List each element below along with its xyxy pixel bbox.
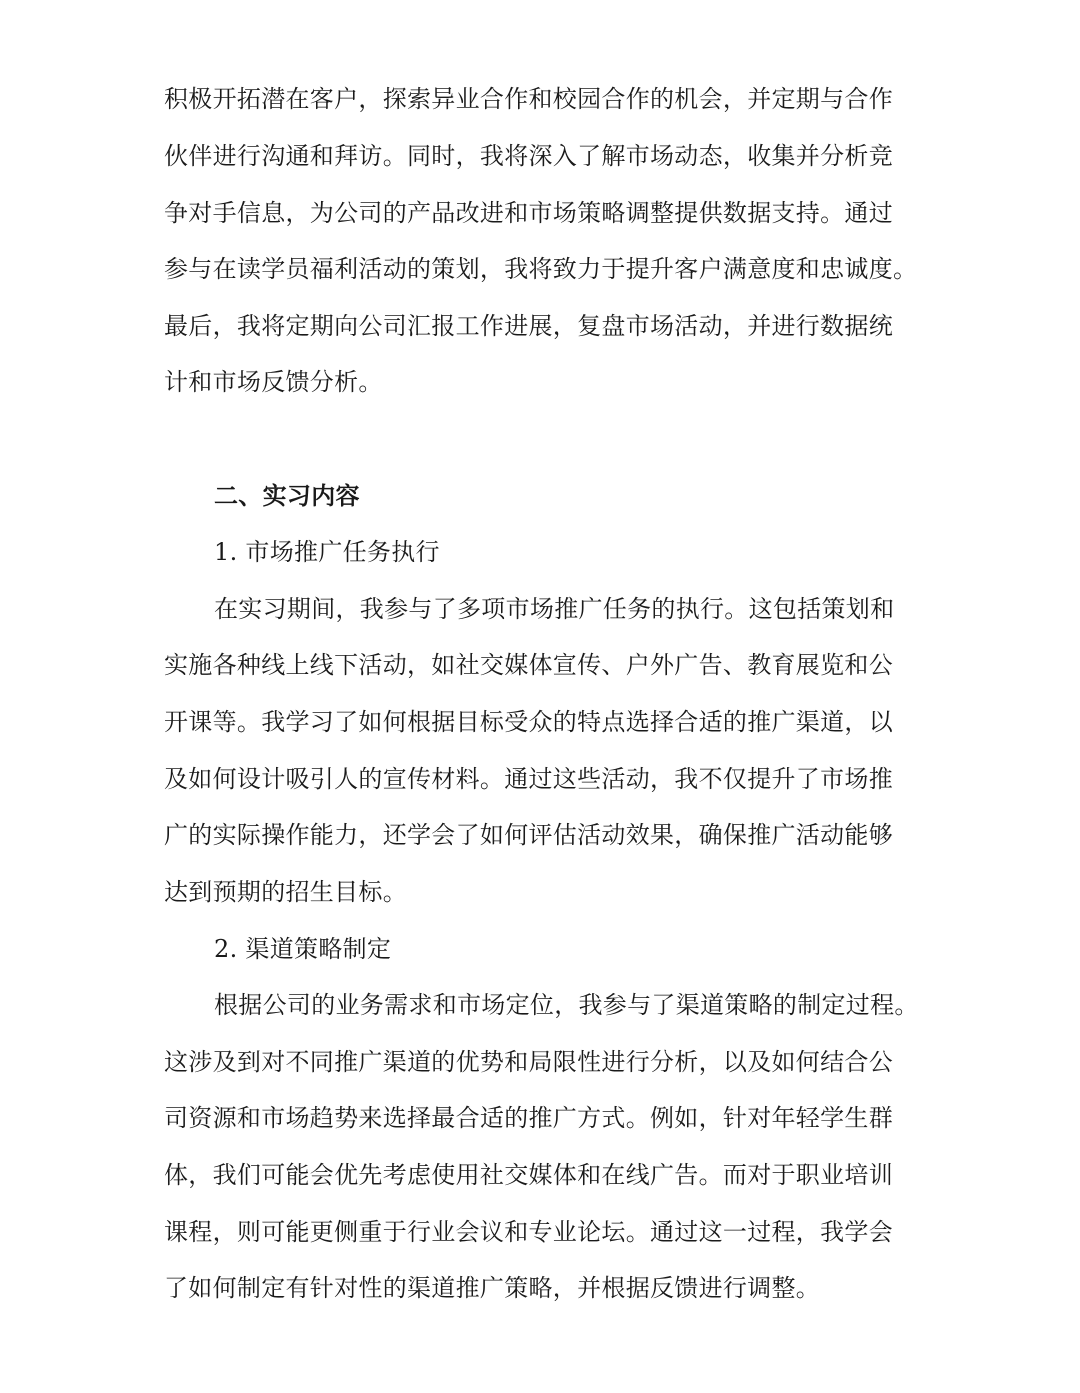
item1-line-5: 广的实际操作能力，还学会了如何评估活动效果，确保推广活动能够 bbox=[164, 821, 893, 849]
intro-line-4: 参与在读学员福利活动的策划，我将致力于提升客户满意度和忠诚度。 bbox=[164, 255, 918, 283]
item2-line-6: 了如何制定有针对性的渠道推广策略，并根据反馈进行调整。 bbox=[164, 1274, 821, 1302]
intro-line-2: 伙伴进行沟通和拜访。同时，我将深入了解市场动态，收集并分析竞 bbox=[164, 142, 893, 170]
item1-line-1: 在实习期间，我参与了多项市场推广任务的执行。这包括策划和 bbox=[214, 595, 895, 623]
intro-line-5: 最后，我将定期向公司汇报工作进展，复盘市场活动，并进行数据统 bbox=[164, 312, 893, 340]
item2-line-5: 课程，则可能更侧重于行业会议和专业论坛。通过这一过程，我学会 bbox=[164, 1218, 893, 1246]
item1-line-2: 实施各种线上线下活动，如社交媒体宣传、户外广告、教育展览和公 bbox=[164, 651, 893, 679]
intro-line-3: 争对手信息，为公司的产品改进和市场策略调整提供数据支持。通过 bbox=[164, 199, 893, 227]
intro-line-1: 积极开拓潜在客户，探索异业合作和校园合作的机会，并定期与合作 bbox=[164, 85, 893, 113]
item2-line-3: 司资源和市场趋势来选择最合适的推广方式。例如，针对年轻学生群 bbox=[164, 1104, 893, 1132]
item2-line-2: 这涉及到对不同推广渠道的优势和局限性进行分析，以及如何结合公 bbox=[164, 1048, 893, 1076]
section-heading: 二、实习内容 bbox=[214, 482, 360, 510]
item1-line-3: 开课等。我学习了如何根据目标受众的特点选择合适的推广渠道，以 bbox=[164, 708, 893, 736]
item2-line-1: 根据公司的业务需求和市场定位，我参与了渠道策略的制定过程。 bbox=[214, 991, 919, 1019]
intro-line-6: 计和市场反馈分析。 bbox=[164, 368, 383, 396]
item1-line-4: 及如何设计吸引人的宣传材料。通过这些活动，我不仅提升了市场推 bbox=[164, 765, 893, 793]
item1-title: 1. 市场推广任务执行 bbox=[214, 538, 440, 566]
item2-line-4: 体，我们可能会优先考虑使用社交媒体和在线广告。而对于职业培训 bbox=[164, 1161, 893, 1189]
item1-line-6: 达到预期的招生目标。 bbox=[164, 878, 407, 906]
item2-title: 2. 渠道策略制定 bbox=[214, 935, 392, 963]
